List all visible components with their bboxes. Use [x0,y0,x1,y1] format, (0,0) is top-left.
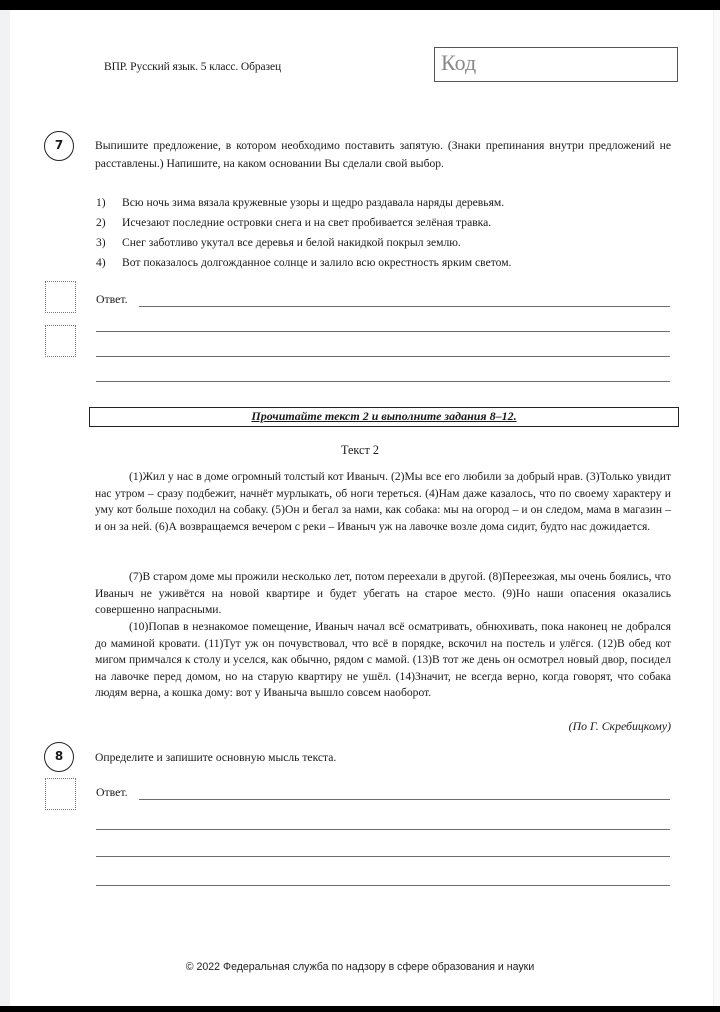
bottom-black-bar [0,1006,720,1012]
task-7-score-box-2[interactable] [45,325,76,357]
task-7-option-3 [96,233,461,253]
option-text: Вот показалось долгожданное солнце и залило всю окрестность ярким светом. [122,256,512,269]
task-7-answer-line-1[interactable] [139,306,670,307]
code-field[interactable]: Код [434,47,678,82]
task-7-number-badge: 7 [44,131,74,161]
option-number: 4) [96,256,106,269]
option-number: 1) [96,196,106,209]
option-text: Всю ночь зима вязала кружевные узоры и щедро раздавала наряды деревьям. [122,196,505,209]
task-8-answer-line-4[interactable] [96,885,670,886]
task-7-option-4 [96,253,511,273]
top-black-bar [0,0,720,10]
option-text: Исчезают последние островки снега и на свет пробивается зелёная травка. [122,216,492,229]
task-8-answer-line-1[interactable] [139,799,670,800]
task-8-number-badge: 8 [44,742,74,772]
left-margin-strip [0,10,10,1006]
task-7-option-1 [96,193,504,213]
task-7-option-2 [96,213,491,233]
copyright-footer: © 2022 Федеральная служба по надзору в сфере образования и науки [185,961,535,973]
task-8-answer-line-2[interactable] [96,829,670,830]
task-8-answer-line-3[interactable] [96,856,670,857]
document-header-title: ВПР. Русский язык. 5 класс. Образец [104,61,282,73]
option-number: 3) [96,236,106,249]
right-margin-strip [713,10,720,1006]
task-7-answer-label: Ответ. [96,292,128,306]
text-2-source: (По Г. Скребицкому) [568,719,671,733]
text-2-title: Текст 2 [341,443,379,457]
instruction-banner: Прочитайте текст 2 и выполните задания 8–12. [89,407,679,427]
task-7-answer-line-4[interactable] [96,381,670,382]
document-page [0,10,720,1006]
text-2-paragraph-2: (7)В старом доме мы прожили несколько лет, потом переехали в другой. (8)Переезжая, мы очень боялись, что Иваныч не уживётся на новой квартире и будет убегать на старое место. (9)Но наши опасения оказались совершенно напрасными. [95,570,671,617]
task-7-answer-line-3[interactable] [96,356,670,357]
task-7-prompt: Выпишите предложение, в котором необходимо поставить запятую. (Знаки препинания внутри предложений не расставлены.) Напишите, на каком основании Вы сделали свой выбор. [95,139,671,170]
option-number: 2) [96,216,106,229]
task-7-answer-line-2[interactable] [96,331,670,332]
task-7-score-box-1[interactable] [45,281,76,313]
task-8-answer-label: Ответ. [96,785,128,799]
task-8-score-box[interactable] [45,778,76,810]
text-2-paragraph-1: (1)Жил у нас в доме огромный толстый кот Иваныч. (2)Мы все его любили за добрый нрав. (3)Только увидит нас утром – сразу подбежит, начнёт мурлыкать, об ноги тереться. (4)Нам даже казалось, что по своему характеру и уму кот больше походил на собаку. (5)Он и бегал за нами, как собака: мы на огород – и он следом, мама в магазин – и он за ней. (6)А возвращаемся вечером с реки – Иваныч уж на лавочке возле дома сидит, будто нас дожидается. [95,470,671,533]
task-8-prompt: Определите и запишите основную мысль текста. [95,751,337,764]
option-text: Снег заботливо укутал все деревья и белой накидкой покрыл землю. [122,236,461,249]
text-2-paragraph-3: (10)Попав в незнакомое помещение, Иваныч начал всё осматривать, обнюхивать, пока наконец не добрался до маминой кровати. (11)Тут уж он почувствовал, что всё в порядке, вскочил на постель и улёгся. (12)В обед кот мигом примчался к столу и уселся, как обычно, рядом с мамой. (13)В тот же день он осмотрел новый двор, посидел на лавочке перед домом, но на старую квартиру не ушёл. (14)Значит, не всегда верно, когда говорят, что собака людям верна, а кошка дому: вот у Иваныча вышло совсем наоборот. [95,620,671,700]
